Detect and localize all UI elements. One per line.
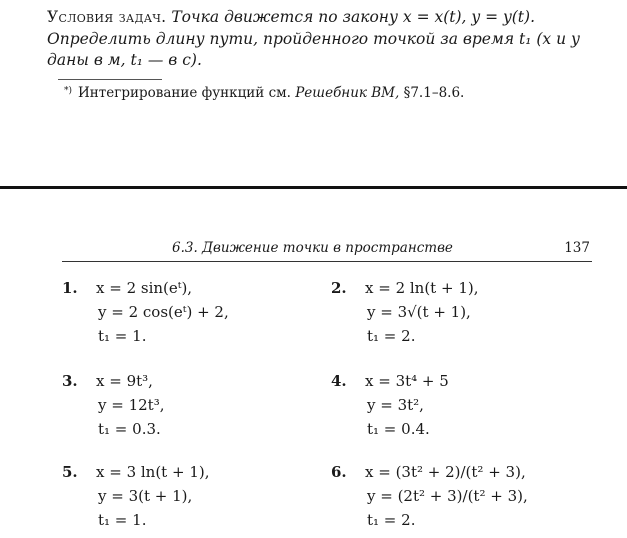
x-equation: x = 2 sin(eᵗ),	[96, 279, 193, 297]
time-value: t₁ = 1.	[98, 511, 147, 529]
upper-page-fragment	[0, 0, 627, 186]
footnote-rule	[58, 79, 162, 80]
x-equation: x = (3t² + 2)/(t² + 3),	[365, 463, 526, 481]
problem-number: 5.	[62, 463, 78, 481]
footnote-marker: *)	[64, 86, 73, 96]
problem-number: 3.	[62, 372, 78, 390]
footnote-text: Интегрирование функций см.	[78, 85, 291, 101]
conditions-heading: Условия задач.	[47, 8, 167, 26]
y-equation: y = (2t² + 3)/(t² + 3),	[367, 487, 528, 505]
x-equation: x = 2 ln(t + 1),	[365, 279, 479, 297]
page-header	[62, 237, 592, 262]
conditions-text: Точка движется по закону x = x(t), y = y(t). Определить длину пути, пройденного точкой за время t₁ (x и y даны в м, t₁ — в с).	[47, 8, 580, 69]
problem-number: 1.	[62, 279, 78, 297]
time-value: t₁ = 0.4.	[367, 420, 430, 438]
time-value: t₁ = 2.	[367, 511, 416, 529]
time-value: t₁ = 0.3.	[98, 420, 161, 438]
page-number: 137	[564, 240, 590, 256]
x-equation: x = 3t⁴ + 5	[365, 372, 449, 390]
problem-number: 2.	[331, 279, 347, 297]
running-title: 6.3. Движение точки в пространстве	[172, 240, 453, 256]
time-value: t₁ = 1.	[98, 327, 147, 345]
problem-conditions	[47, 7, 592, 72]
y-equation: y = 2 cos(eᵗ) + 2,	[98, 303, 229, 321]
y-equation: y = 3(t + 1),	[98, 487, 193, 505]
footnote	[64, 85, 464, 101]
y-equation: y = 3t²,	[367, 396, 424, 414]
x-equation: x = 3 ln(t + 1),	[96, 463, 210, 481]
footnote-ref: §7.1–8.6.	[403, 85, 465, 101]
x-equation: x = 9t³,	[96, 372, 153, 390]
time-value: t₁ = 2.	[367, 327, 416, 345]
y-equation: y = 12t³,	[98, 396, 165, 414]
y-equation: y = 3√(t + 1),	[367, 303, 471, 321]
problem-number: 4.	[331, 372, 347, 390]
page-divider	[0, 186, 627, 189]
footnote-book: Решебник ВМ,	[295, 85, 400, 101]
problem-number: 6.	[331, 463, 347, 481]
